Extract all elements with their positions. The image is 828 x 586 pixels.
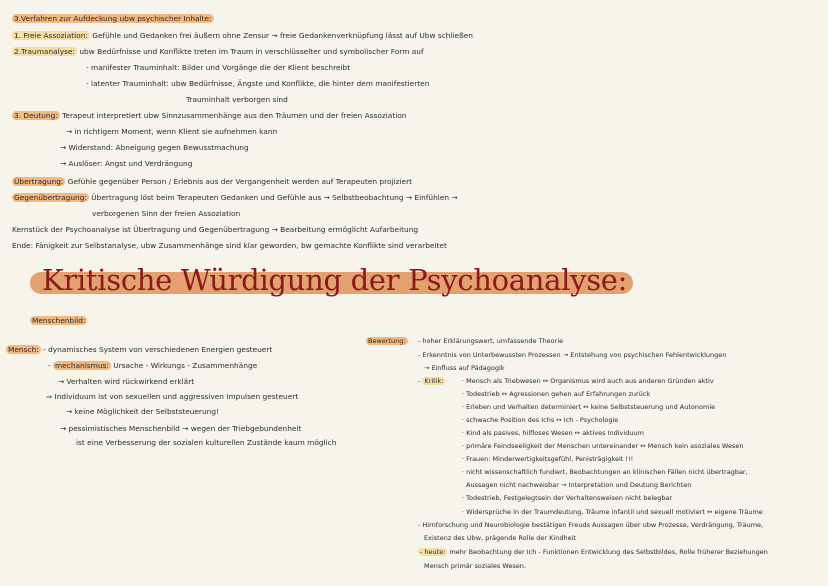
term-highlight: 2.Traumanalyse: [14, 47, 75, 56]
note-line: · schwache Position des Ichs ↔ Ich - Psychologie [462, 416, 619, 424]
note-line: Trauminhalt verborgen sind [186, 95, 288, 104]
note-line: → keine Möglichkeit der Selbststeuerung! [66, 407, 219, 416]
note-line: - heute: mehr Beobachtung der Ich - Funktionen Entwicklung des Selbstbildes, Rolle früherer Beziehungen [420, 548, 768, 556]
note-line: → pessimistisches Menschenbild → wegen der Triebgebundenheit [60, 424, 302, 433]
note-line: · Erleben und Verhalten determiniert ↔ keine Selbststeuerung und Autonomie [462, 403, 716, 411]
note-line: - Erkenntnis von Unterbewussten Prozessen → Entstehung von psychischen Fehlentwicklungen [418, 351, 727, 359]
section-heading: 3.Verfahren zur Aufdeckung ubw psychischer Inhalte: [14, 14, 212, 23]
note-line: → Verhalten wird rückwirkend erklärt [58, 377, 195, 386]
note-line: verborgenen Sinn der freien Assoziation [92, 209, 241, 218]
note-line: - hoher Erklärungswert, umfassende Theorie [418, 337, 564, 345]
note-line: · Mensch als Triebwesen ↔ Organismus wird auch aus anderen Gründen aktiv [462, 377, 714, 385]
term-highlight: Gegenübertragung: [14, 193, 87, 202]
note-line: Mensch primär soziales Wesen. [424, 562, 526, 570]
note-line: Kernstück der Psychoanalyse ist Übertragung und Gegenübertragung → Bearbeitung ermöglicht Aufarbeitung [12, 225, 419, 234]
note-line: → Widerstand: Abneigung gegen Bewusstmachung [60, 143, 249, 152]
note-line: 2.Traumanalyse: ubw Bedürfnisse und Konflikte treten im Traum in verschlüsselter und symbolischer Form auf [14, 47, 424, 56]
bewertung-label: Bewertung: [368, 337, 406, 345]
note-line: ⇒ Individuum ist von sexuellen und aggressiven Impulsen gesteuert [46, 392, 299, 401]
note-line: - Hirnforschung und Neurobiologie bestätigen Freuds Aussagen über ubw Prozesse, Verdrängung, Träume, [418, 521, 764, 529]
note-line: · Widersprüche in der Traumdeutung, Träume infantil und sexuell motiviert ↔ eigene Träume [462, 508, 763, 516]
term-highlight: 1. Freie Assoziation: [14, 31, 88, 40]
note-line: Ende: Fänigkeit zur Selbstanalyse, ubw Zusammenhänge sind klar geworden, bw gemachte Konflikte sind verarbeitet [12, 241, 447, 250]
note-line: - mechanismus: Ursache - Wirkungs - Zusammenhänge [48, 361, 258, 370]
note-line: · primäre Feindseeligkeit der Menschen untereinander ↔ Mensch kein asoziales Wesen [462, 442, 744, 450]
term-highlight: Mensch: [8, 345, 39, 354]
note-line: - manifester Trauminhalt: Bilder und Vorgänge die der Klient beschreibt [86, 63, 351, 72]
note-line: · Todestrieb ↔ Agressionen gehen auf Erfahrungen zurück [462, 390, 651, 398]
note-line: · Frauen: Minderwertigkeitsgefühl, Penisträgigkeit !!! [462, 455, 634, 463]
note-line: → in richtigem Moment, wenn Klient sie aufnehmen kann [66, 127, 278, 136]
note-line: Existenz des Ubw, prägende Rolle der Kindheit [424, 534, 576, 542]
note-line: - latenter Trauminhalt: ubw Bedürfnisse, Ängste und Konflikte, die hinter dem manifestierten [86, 79, 430, 88]
note-line: Übertragung: Gefühle gegenüber Person / Erlebnis aus der Vergangenheit werden auf Terapeuten projiziert [14, 177, 413, 186]
note-line: · nicht wissenschaftlich fundiert, Beobachtungen an klinischen Fällen nicht übertragbar, [462, 468, 748, 476]
note-line: Gegenübertragung: Übertragung löst beim Terapeuten Gedanken und Gefühle aus → Selbstbeobachtung → Einfühlen → [14, 193, 458, 202]
menschenbild-heading: Menschenbild: [32, 316, 86, 325]
term-highlight: Übertragung: [14, 177, 64, 186]
note-line: · Todestrieb, Festgelegtsein der Verhaltensweisen nicht belegbar [462, 494, 673, 502]
note-line: Aussagen nicht nachweisbar → Interpretation und Deutung Berichten [466, 481, 692, 489]
note-line: 1. Freie Assoziation: Gefühle und Gedanken frei äußern ohne Zensur → freie Gedankenverknüpfung lässt auf Ubw schließen [14, 31, 473, 40]
note-line: · Kind als pasives, hilfloses Wesen ↔ aktives Individuum [462, 429, 644, 437]
note-line: → Einfluss auf Pädagogik [424, 364, 505, 372]
term-highlight: - heute: [420, 548, 446, 556]
note-line: → Auslöser: Angst und Verdrängung [60, 159, 193, 168]
page-title: Kritische Würdigung der Psychoanalyse: [42, 263, 628, 297]
note-line: Mensch: - dynamisches System von verschiedenen Energien gesteuert [8, 345, 273, 354]
note-line: 3. Deutung: Terapeut interpretiert ubw Sinnzusammenhänge aus den Träumen und der freien Assoziation [14, 111, 407, 120]
note-line: ist eine Verbesserung der sozialen kulturellen Zustände kaum möglich [76, 438, 337, 447]
kritik-label: - Kritik: [418, 377, 444, 385]
term-highlight: 3. Deutung: [14, 111, 58, 120]
term-highlight: mechanismus: [55, 361, 109, 370]
